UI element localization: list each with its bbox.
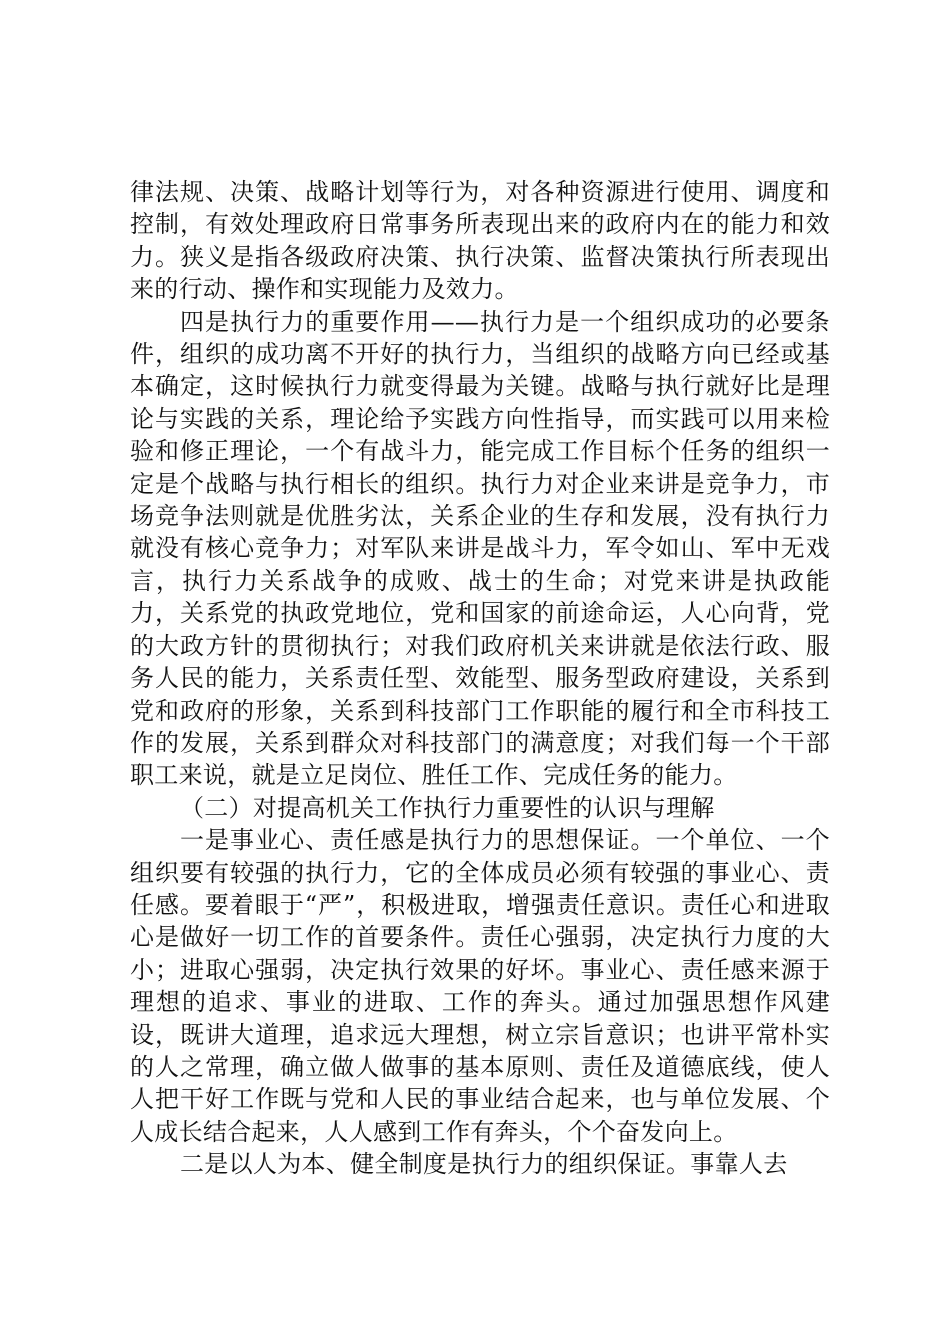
document-body <box>130 176 830 1181</box>
paragraph-responsibility: 一是事业心、责任感是执行力的思想保证。一个单位、一个组织要有较强的执行力，它的全体成员必须有较强的事业心、责任感。要着眼于“严”，积极进取，增强责任意识。责任心和进取心是做好一切工作的首要条件。责任心强弱，决定执行力度的大小；进取心强弱，决定执行效果的好坏。事业心、责任感来源于理想的追求、事业的进取、工作的奔头。通过加强思想作风建设，既讲大道理，追求远大理想，树立宗旨意识；也讲平常朴实的人之常理，确立做人做事的基本原则、责任及道德底线，使人人把干好工作既与党和人民的事业结合起来，也与单位发展、个人成长结合起来，人人感到工作有奔头，个个奋发向上。 <box>130 826 830 1146</box>
paragraph-execution-importance: 四是执行力的重要作用——执行力是一个组织成功的必要条件，组织的成功离不开好的执行力，当组织的战略方向已经或基本确定，这时候执行力就变得最为关键。战略与执行就好比是理论与实践的关系，理论给予实践方向性指导，而实践可以用来检验和修正理论，一个有战斗力，能完成工作目标个任务的组织一定是个战略与执行相长的组织。执行力对企业来讲是竞争力，市场竞争法则就是优胜劣汰，关系企业的生存和发展，没有执行力就没有核心竞争力；对军队来讲是战斗力，军令如山、军中无戏言，执行力关系战争的成败、战士的生命；对党来讲是执政能力，关系党的执政党地位，党和国家的前途命运，人心向背，党的大政方针的贯彻执行；对我们政府机关来讲就是依法行政、服务人民的能力，关系责任型、效能型、服务型政府建设，关系到党和政府的形象，关系到科技部门工作职能的履行和全市科技工作的发展，关系到群众对科技部门的满意度；对我们每一个干部职工来说，就是立足岗位、胜任工作、完成任务的能力。 <box>130 307 830 790</box>
paragraph-continuation: 律法规、决策、战略计划等行为，对各种资源进行使用、调度和控制，有效处理政府日常事务所表现出来的政府内在的能力和效力。狭义是指各级政府决策、执行决策、监督决策执行所表现出来的行动、操作和实现能力及效力。 <box>130 178 830 304</box>
section-heading: （二）对提高机关工作执行力重要性的认识与理解 <box>180 793 715 822</box>
paragraph-people-oriented: 二是以人为本、健全制度是执行力的组织保证。事靠人去 <box>180 1150 788 1179</box>
